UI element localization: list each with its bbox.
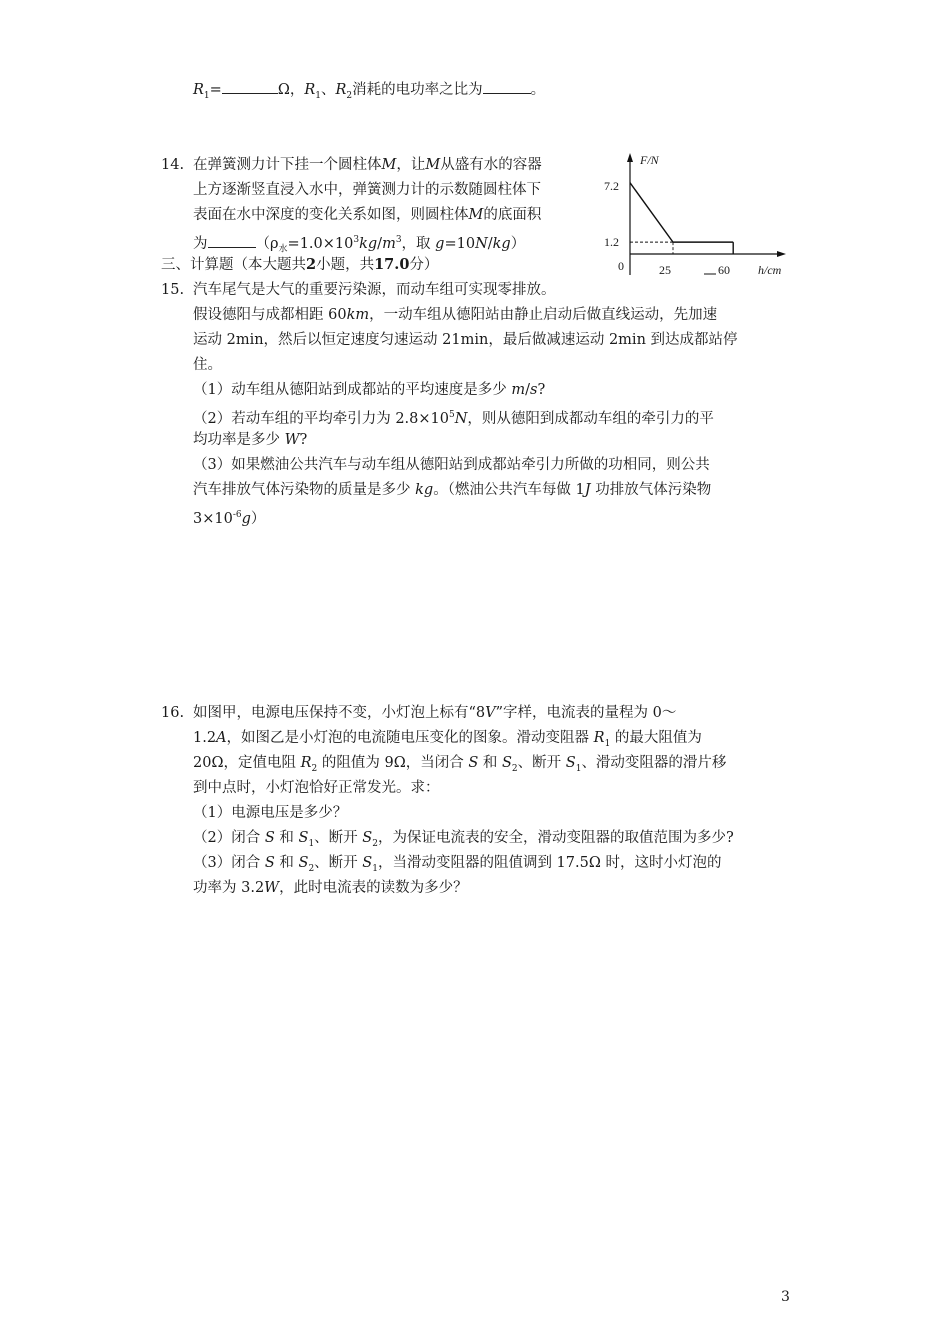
q16-line-2 — [193, 728, 702, 754]
text: =10 — [444, 235, 476, 252]
x-axis-arrow — [777, 251, 786, 257]
y-tick-0: 7.2 — [604, 179, 619, 193]
text: =1.0×10 — [287, 235, 354, 252]
r1-symbol: R — [193, 82, 204, 98]
text: 和 — [478, 755, 502, 771]
text: 、断开 — [314, 855, 363, 871]
answer-blank[interactable] — [483, 79, 531, 94]
text: 在弹簧测力计下挂一个圆柱体 — [193, 157, 382, 173]
text: ，让 — [396, 157, 426, 173]
unit-w: W — [264, 880, 280, 896]
q16-line-3 — [193, 753, 726, 779]
text: ? — [299, 432, 308, 448]
x-axis-label: h/cm — [758, 263, 782, 277]
unit-kg: kg — [492, 235, 511, 252]
text: ，为保证电流表的安全，滑动变阻器的取值范围为多少? — [377, 830, 734, 846]
text: 。（燃油公共汽车每做 1 — [433, 482, 585, 498]
text: ，当滑动变阻器的阻值调到 17.5Ω 时，这时小灯泡的 — [377, 855, 722, 871]
q16-line-4: 到中点时，小灯泡恰好正常发光。求： — [193, 780, 440, 796]
text: 从盛有水的容器 — [440, 157, 542, 173]
slash: / — [487, 235, 493, 252]
text: （1）动车组从德阳站到成都站的平均速度是多少 — [193, 382, 512, 398]
text: 为 — [193, 235, 208, 252]
subscript: 2 — [511, 763, 518, 774]
q15-line-1: 汽车尾气是大气的重要污染源，而动车组可实现零排放。 — [193, 282, 556, 298]
y-axis-label: F/N — [640, 153, 659, 167]
switch-s1: S — [362, 855, 373, 871]
slash: / — [377, 235, 383, 252]
text: 汽车排放气体污染物的质量是多少 — [193, 482, 416, 498]
q14-line-3 — [193, 205, 541, 225]
text: ，则从德阳到成都动车组的牵引力的平 — [467, 410, 714, 427]
subscript: 1 — [604, 738, 611, 749]
text: （2）闭合 — [193, 830, 265, 846]
symbol-m: M — [381, 157, 397, 173]
score: 17.0 — [374, 256, 410, 273]
subscript: 1 — [308, 838, 315, 849]
text: 和 — [274, 830, 299, 846]
unit-g: g — [241, 510, 251, 527]
text: 均功率是多少 — [193, 432, 285, 448]
water-subscript: 水 — [278, 244, 288, 255]
question-number-14: 14. — [161, 157, 185, 173]
text: 功率为 3.2 — [193, 880, 265, 896]
text: 、滑动变阻器的滑片移 — [581, 755, 727, 771]
series-line — [630, 183, 733, 242]
unit-n: N — [475, 235, 488, 252]
switch-s2: S — [298, 855, 309, 871]
q15-part-3b — [193, 480, 711, 500]
text: 、断开 — [517, 755, 566, 771]
subscript: 2 — [308, 863, 315, 874]
unit-v: V — [485, 705, 496, 721]
text: （2）若动车组的平均牵引力为 2.8×10 — [193, 410, 449, 427]
q16-part-3b — [193, 878, 468, 898]
subscript: 1 — [372, 863, 378, 874]
switch-s1: S — [565, 755, 576, 771]
q16-line-1 — [193, 703, 676, 723]
q16-part-1: （1）电源电压是多少？ — [193, 805, 348, 821]
text: ，一动车组从德阳站由静止启动后做直线运动，先加速 — [369, 307, 718, 323]
q13-tail-line — [193, 79, 545, 106]
unit-a: A — [216, 730, 227, 746]
symbol-m: M — [468, 207, 484, 223]
section-3-heading — [161, 255, 438, 275]
switch-s: S — [468, 755, 479, 771]
q14-line-1 — [193, 155, 542, 175]
text: 的最大阻值为 — [610, 730, 702, 746]
symbol-g: g — [435, 235, 445, 252]
unit-kg: kg — [415, 482, 434, 498]
r1-subscript: 1 — [315, 90, 321, 101]
force-depth-graph — [600, 150, 795, 282]
separator: 、 — [321, 82, 336, 98]
switch-s: S — [264, 830, 275, 846]
switch-s2: S — [362, 830, 373, 846]
text: 小题，共 — [316, 257, 375, 273]
x-tick-0: 25 — [659, 263, 671, 277]
page-number: 3 — [781, 1289, 790, 1305]
q15-part-3a: （3）如果燃油公共汽车与动车组从德阳站到成都站牵引力所做的功相同，则公共 — [193, 457, 710, 473]
x-tick-1: 60 — [718, 263, 730, 277]
q15-part-3c — [193, 505, 265, 529]
text: 的底面积 — [483, 207, 542, 223]
text: （3）闭合 — [193, 855, 265, 871]
equals-sign: = — [209, 82, 222, 98]
q15-part-2b — [193, 430, 307, 450]
q15-line-2 — [193, 305, 717, 325]
subscript: 2 — [311, 763, 318, 774]
answer-blank[interactable] — [222, 79, 278, 94]
superscript: 3 — [353, 235, 360, 245]
r2-symbol: R — [335, 82, 347, 98]
text: 20Ω，定值电阻 — [193, 755, 301, 771]
text: ”字样，电流表的量程为 0～ — [495, 705, 677, 721]
superscript: -6 — [232, 510, 242, 520]
text: 三、计算题（本大题共 — [161, 257, 306, 273]
origin-label: 0 — [618, 259, 624, 273]
r1-subscript: 1 — [203, 90, 210, 101]
unit-j: J — [584, 482, 591, 498]
superscript: 5 — [449, 410, 455, 420]
text: （ρ — [255, 235, 279, 252]
q16-part-2 — [193, 828, 734, 854]
subscript: 2 — [372, 838, 378, 849]
text: ） — [510, 235, 526, 252]
q15-line-3: 运动 2min，然后以恒定速度匀速运动 21min，最后做减速运动 2min 到达成都站停 — [193, 332, 738, 348]
text: 功排放气体污染物 — [590, 482, 712, 498]
question-number-16: 16. — [161, 705, 185, 721]
slash: / — [525, 382, 530, 398]
switch-s: S — [264, 855, 275, 871]
text: 表面在水中深度的变化关系如图，则圆柱体 — [193, 207, 469, 223]
text: ，如图乙是小灯泡的电流随电压变化的图象。滑动变阻器 — [226, 730, 594, 746]
q15-part-2a — [193, 405, 714, 429]
period: 。 — [530, 82, 546, 98]
unit-s: s — [529, 382, 538, 398]
symbol-m: M — [425, 157, 441, 173]
superscript: 3 — [395, 235, 402, 245]
y-axis-arrow — [627, 153, 633, 162]
q14-line-2: 上方逐渐竖直浸入水中，弹簧测力计的示数随圆柱体下 — [193, 182, 541, 198]
text: 3×10 — [193, 510, 233, 527]
unit-w: W — [284, 432, 300, 448]
unit-m: m — [382, 235, 396, 252]
q16-part-3a — [193, 853, 721, 879]
text: 分） — [409, 257, 439, 273]
r2-symbol: R — [300, 755, 312, 771]
switch-s1: S — [298, 830, 309, 846]
ohm-unit: Ω， — [277, 82, 305, 98]
y-tick-1: 1.2 — [604, 235, 619, 249]
text: ） — [250, 510, 266, 527]
r2-subscript: 2 — [346, 90, 353, 101]
answer-blank[interactable] — [208, 233, 256, 248]
text: 1.2 — [193, 730, 217, 746]
text: ，此时电流表的读数为多少？ — [279, 880, 468, 896]
unit-m: m — [511, 382, 526, 398]
q15-line-4: 住。 — [193, 357, 222, 373]
text: 和 — [274, 855, 299, 871]
text: 的阻值为 9Ω，当闭合 — [317, 755, 469, 771]
count: 2 — [306, 256, 317, 273]
text: ，取 — [401, 235, 436, 252]
unit-n: N — [454, 410, 468, 427]
text: ? — [537, 382, 546, 398]
unit-km: km — [346, 307, 370, 323]
text: 、断开 — [314, 830, 363, 846]
q15-part-1 — [193, 380, 545, 400]
r1-symbol: R — [593, 730, 605, 746]
unit-kg: kg — [359, 235, 378, 252]
text: 假设德阳与成都相距 60 — [193, 307, 347, 323]
subscript: 1 — [575, 763, 582, 774]
r1-symbol: R — [304, 82, 316, 98]
switch-s2: S — [501, 755, 512, 771]
power-ratio-text: 消耗的电功率之比为 — [352, 82, 483, 98]
text: 如图甲，电源电压保持不变，小灯泡上标有“8 — [193, 705, 486, 721]
question-number-15: 15. — [161, 282, 185, 298]
